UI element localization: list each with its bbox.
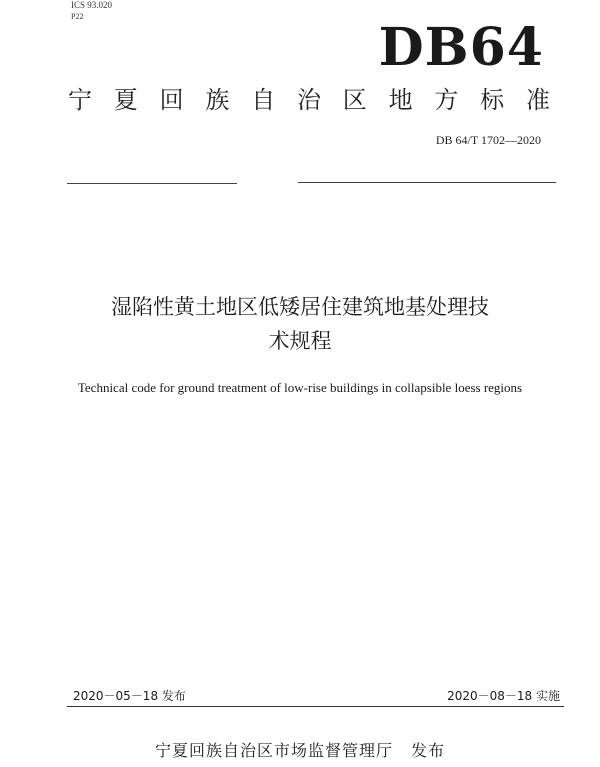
publisher-name: 宁夏回族自治区市场监督管理厅 <box>154 741 393 760</box>
header-divider-right <box>298 182 556 183</box>
effective-date: 2020－08－18 实施 <box>447 689 560 703</box>
ccs-code: P22 <box>71 12 84 21</box>
english-title: Technical code for ground treatment of low-rise buildings in collapsible loess regions <box>77 380 523 395</box>
issuer-title-char: 夏 <box>113 86 138 114</box>
issuer-title-char: 治 <box>296 86 321 114</box>
issue-date: 2020－05－18 发布 <box>73 689 186 703</box>
standard-number: DB 64/T 1702—2020 <box>435 133 541 147</box>
issuer-title-char: 地 <box>388 86 413 114</box>
issuer-title-char: 标 <box>480 86 505 114</box>
footer-divider <box>67 706 564 707</box>
issuer-title-char: 方 <box>434 86 459 114</box>
chinese-title-line1: 湿陷性黄土地区低矮居住建筑地基处理技 <box>111 295 489 319</box>
issuer-title <box>68 85 550 115</box>
issuer-title-char: 区 <box>342 86 367 114</box>
publish-action: 发布 <box>411 741 446 760</box>
issuer-title-char: 回 <box>159 86 184 114</box>
ics-code: ICS 93.020 <box>71 0 113 10</box>
publisher-line <box>0 741 600 761</box>
header-divider-left <box>67 183 237 184</box>
issuer-title-char: 族 <box>205 86 230 114</box>
issuer-title-char: 准 <box>525 86 550 114</box>
chinese-title <box>40 290 560 358</box>
issuer-title-char: 宁 <box>68 86 92 114</box>
issuer-title-char: 自 <box>251 86 276 114</box>
standard-logo: DB64 <box>378 17 544 78</box>
chinese-title-line2: 术规程 <box>268 329 332 353</box>
